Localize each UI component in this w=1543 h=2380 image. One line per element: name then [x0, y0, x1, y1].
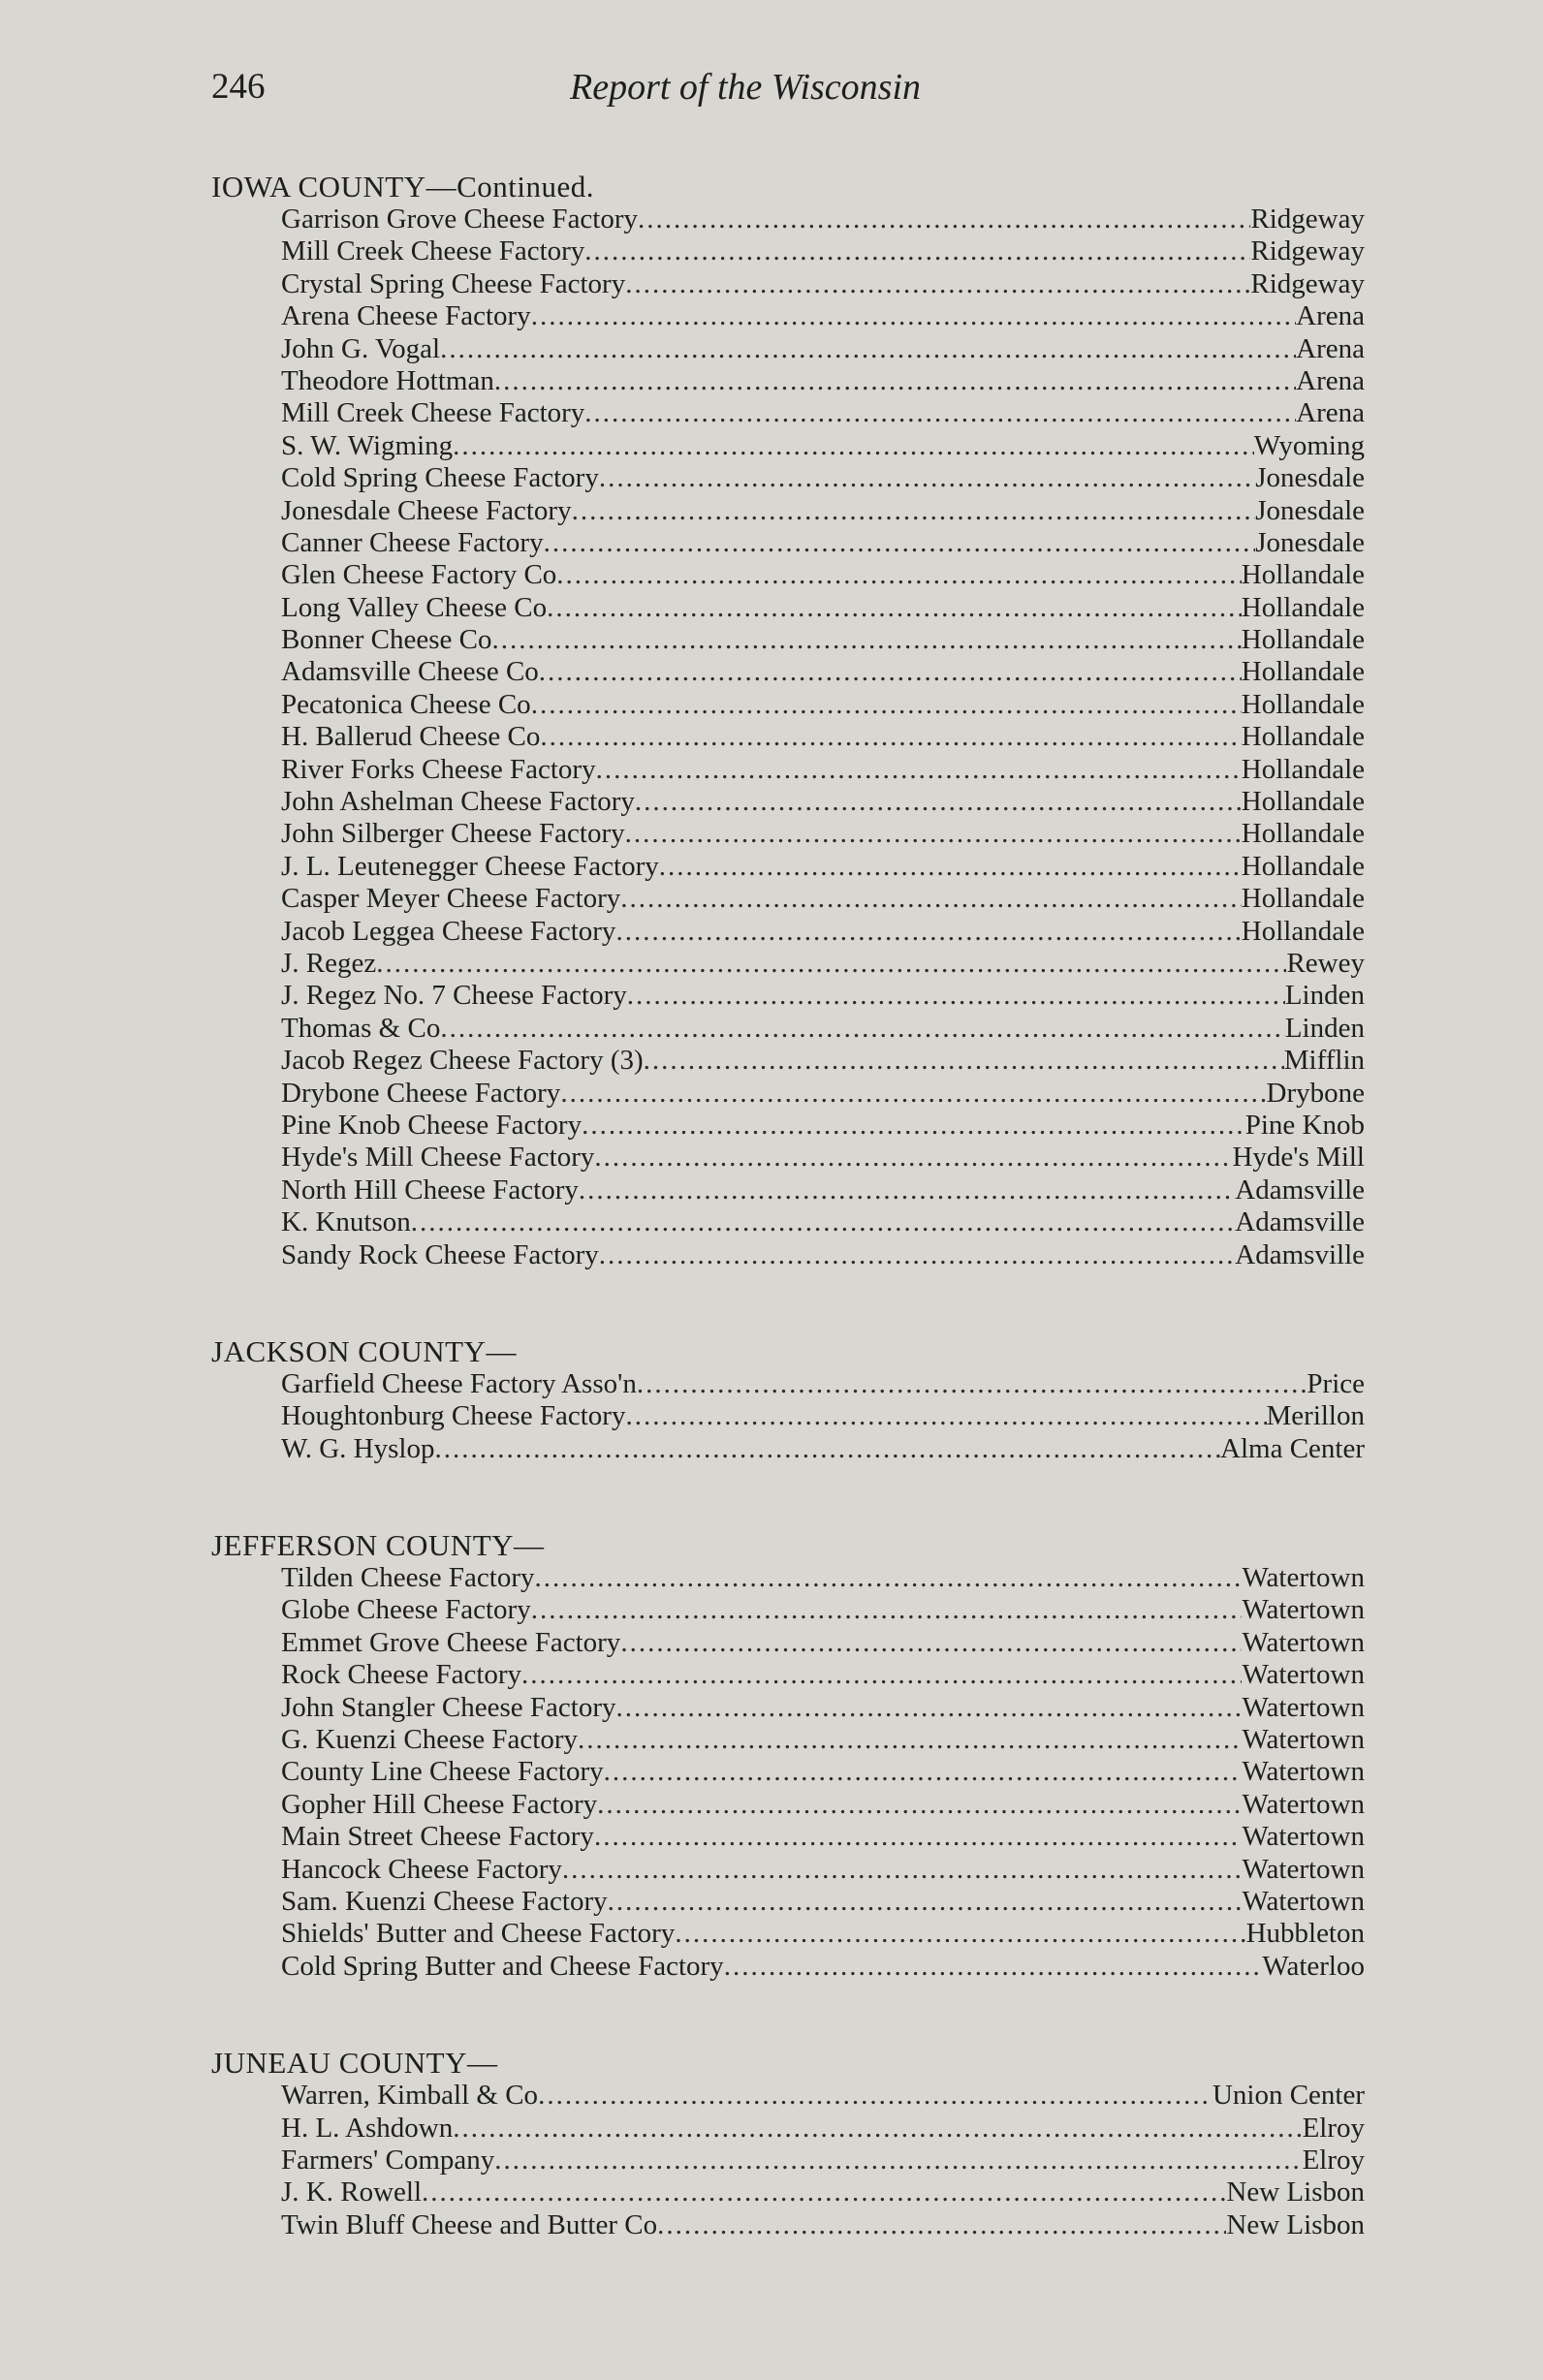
factory-location: Linden	[1284, 1012, 1365, 1044]
dot-leader	[724, 1951, 1263, 1983]
factory-name: Cold Spring Cheese Factory	[281, 462, 599, 494]
list-item	[281, 2145, 1365, 2176]
factory-location: Waterloo	[1262, 1950, 1365, 1982]
factory-name: North Hill Cheese Factory	[281, 1174, 579, 1206]
factory-name: J. K. Rowell	[281, 2176, 422, 2208]
county-heading: JEFFERSON COUNTY—	[211, 1528, 545, 1563]
factory-location: Price	[1307, 1367, 1365, 1399]
factory-name: Hancock Cheese Factory	[281, 1853, 562, 1885]
factory-name: County Line Cheese Factory	[281, 1756, 604, 1788]
dot-leader	[604, 1756, 1243, 1788]
dot-leader	[531, 300, 1296, 332]
dot-leader	[560, 1078, 1266, 1110]
factory-list	[281, 204, 1365, 1271]
dot-leader	[582, 1110, 1245, 1142]
factory-location: Adamsville	[1235, 1206, 1365, 1238]
factory-name: J. L. Leutenegger Cheese Factory	[281, 850, 659, 882]
list-item	[281, 916, 1365, 948]
list-item	[281, 1400, 1365, 1432]
factory-location: Alma Center	[1220, 1432, 1365, 1464]
factory-location: Watertown	[1242, 1626, 1365, 1658]
list-item	[281, 1174, 1365, 1206]
factory-name: John Ashelman Cheese Factory	[281, 786, 635, 818]
factory-name: Theodore Hottman	[281, 364, 494, 396]
dot-leader	[521, 1659, 1242, 1691]
factory-location: Rewey	[1286, 947, 1365, 979]
factory-location: Arena	[1296, 300, 1365, 332]
dot-leader	[659, 851, 1242, 883]
list-item	[281, 818, 1365, 850]
list-item	[281, 624, 1365, 656]
factory-name: Garfield Cheese Factory Asso'n	[281, 1367, 637, 1399]
list-item	[281, 851, 1365, 883]
factory-location: Pine Knob	[1244, 1109, 1365, 1141]
factory-name: Adamsville Cheese Co	[281, 656, 539, 688]
factory-location: Drybone	[1266, 1077, 1365, 1109]
factory-name: Crystal Spring Cheese Factory	[281, 267, 626, 299]
factory-name: W. G. Hyslop	[281, 1432, 435, 1464]
list-item	[281, 430, 1365, 462]
factory-location: Arena	[1296, 397, 1365, 429]
factory-name: S. W. Wigming	[281, 429, 454, 461]
factory-location: Watertown	[1242, 1853, 1365, 1885]
list-item	[281, 300, 1365, 332]
dot-leader	[572, 495, 1256, 527]
list-item	[281, 786, 1365, 818]
factory-name: Gopher Hill Cheese Factory	[281, 1788, 598, 1820]
factory-name: Pine Knob Cheese Factory	[281, 1109, 583, 1141]
factory-location: Adamsville	[1235, 1238, 1365, 1270]
dot-leader	[376, 948, 1286, 980]
factory-name: Canner Cheese Factory	[281, 526, 544, 558]
dot-leader	[594, 1142, 1232, 1174]
running-title: Report of the Wisconsin	[570, 67, 922, 108]
list-item	[281, 592, 1365, 624]
county-heading: IOWA COUNTY—Continued.	[211, 170, 595, 204]
factory-location: Hollandale	[1241, 850, 1365, 882]
factory-name: H. L. Ashdown	[281, 2112, 454, 2144]
dot-leader	[597, 1789, 1242, 1821]
list-item	[281, 1206, 1365, 1238]
factory-location: Hollandale	[1241, 915, 1365, 947]
list-item	[281, 1724, 1365, 1756]
factory-name: Casper Meyer Cheese Factory	[281, 883, 621, 915]
factory-name: John Silberger Cheese Factory	[281, 818, 625, 850]
dot-leader	[637, 1368, 1307, 1400]
county-section	[211, 1529, 1365, 1983]
factory-location: Watertown	[1242, 1659, 1365, 1691]
list-item	[281, 1078, 1365, 1110]
dot-leader	[556, 559, 1241, 591]
dot-leader	[644, 1045, 1284, 1077]
list-item	[281, 1594, 1365, 1626]
dot-leader	[620, 883, 1241, 915]
dot-leader	[539, 656, 1242, 688]
dot-leader	[596, 754, 1242, 786]
dot-leader	[547, 592, 1242, 624]
factory-location: Elroy	[1302, 2112, 1365, 2144]
list-item	[281, 333, 1365, 365]
list-item	[281, 980, 1365, 1012]
factory-location: Mifflin	[1283, 1045, 1365, 1077]
dot-leader	[657, 2209, 1226, 2241]
factory-location: Ridgeway	[1250, 235, 1365, 267]
factory-location: Watertown	[1242, 1691, 1365, 1723]
dot-leader	[638, 204, 1250, 235]
county-section	[211, 2047, 1365, 2241]
dot-leader	[544, 527, 1256, 559]
dot-leader	[599, 462, 1255, 494]
dot-leader	[494, 2145, 1302, 2176]
dot-leader	[531, 1594, 1243, 1626]
dot-leader	[625, 1400, 1266, 1432]
factory-name: Jacob Leggea Cheese Factory	[281, 915, 616, 947]
factory-location: Elroy	[1302, 2144, 1365, 2176]
factory-name: Sandy Rock Cheese Factory	[281, 1238, 599, 1270]
factory-name: Farmers' Company	[281, 2144, 495, 2176]
factory-location: Adamsville	[1235, 1174, 1365, 1206]
factory-location: Jonesdale	[1255, 526, 1365, 558]
factory-list	[281, 2080, 1365, 2241]
factory-name: Tilden Cheese Factory	[281, 1562, 535, 1594]
list-item	[281, 721, 1365, 753]
factory-location: Linden	[1284, 980, 1365, 1012]
list-item	[281, 365, 1365, 397]
factory-location: Watertown	[1242, 1821, 1365, 1853]
county-heading: JUNEAU COUNTY—	[211, 2046, 498, 2081]
factory-name: Long Valley Cheese Co	[281, 591, 548, 623]
factory-location: Ridgeway	[1250, 204, 1365, 235]
county-heading: JACKSON COUNTY—	[211, 1333, 517, 1368]
dot-leader	[578, 1724, 1242, 1756]
factory-name: Garrison Grove Cheese Factory	[281, 204, 639, 235]
factory-name: J. Regez	[281, 947, 377, 979]
factory-location: Watertown	[1242, 1724, 1365, 1756]
dot-leader	[635, 786, 1242, 818]
factory-name: Hyde's Mill Cheese Factory	[281, 1142, 595, 1174]
county-section	[211, 1335, 1365, 1465]
factory-name: Bonner Cheese Co	[281, 624, 492, 656]
factory-location: Arena	[1296, 332, 1365, 364]
list-item	[281, 1045, 1365, 1077]
factory-name: Arena Cheese Factory	[281, 300, 531, 332]
list-item	[281, 1756, 1365, 1788]
factory-name: G. Kuenzi Cheese Factory	[281, 1724, 579, 1756]
list-item	[281, 235, 1365, 267]
list-item	[281, 1627, 1365, 1659]
factory-name: Mill Creek Cheese Factory	[281, 397, 585, 429]
dot-leader	[411, 1206, 1236, 1238]
factory-location: Hollandale	[1241, 721, 1365, 753]
list-item	[281, 689, 1365, 721]
dot-leader	[491, 624, 1241, 656]
factory-location: Hubbleton	[1245, 1918, 1365, 1950]
factory-location: Hollandale	[1241, 786, 1365, 818]
factory-location: Hollandale	[1241, 591, 1365, 623]
dot-leader	[625, 268, 1250, 300]
factory-location: Ridgeway	[1250, 267, 1365, 299]
factory-location: Hollandale	[1241, 688, 1365, 720]
factory-location: Arena	[1296, 364, 1365, 396]
factory-location: New Lisbon	[1226, 2176, 1365, 2208]
dot-leader	[584, 235, 1250, 267]
factory-name: Glen Cheese Factory Co	[281, 559, 557, 591]
factory-name: Warren, Kimball & Co	[281, 2080, 539, 2112]
dot-leader	[535, 1562, 1243, 1594]
factory-name: John G. Vogal	[281, 332, 441, 364]
factory-name: Emmet Grove Cheese Factory	[281, 1626, 621, 1658]
county-section	[211, 171, 1365, 1271]
dot-leader	[538, 2080, 1212, 2112]
list-item	[281, 656, 1365, 688]
factory-location: Hollandale	[1241, 559, 1365, 591]
list-item	[281, 1110, 1365, 1142]
dot-leader	[594, 1821, 1243, 1853]
list-item	[281, 462, 1365, 494]
dot-leader	[440, 333, 1296, 365]
dot-leader	[620, 1627, 1242, 1659]
factory-location: Hollandale	[1241, 883, 1365, 915]
county-listing	[211, 171, 1365, 2305]
factory-location: Watertown	[1242, 1594, 1365, 1626]
page-number: 246	[211, 67, 266, 107]
list-item	[281, 1013, 1365, 1045]
factory-location: Hollandale	[1241, 753, 1365, 785]
factory-name: J. Regez No. 7 Cheese Factory	[281, 980, 627, 1012]
factory-name: K. Knutson	[281, 1206, 411, 1238]
list-item	[281, 948, 1365, 980]
factory-name: Drybone Cheese Factory	[281, 1077, 561, 1109]
list-item	[281, 397, 1365, 429]
factory-name: Mill Creek Cheese Factory	[281, 235, 585, 267]
dot-leader	[494, 365, 1296, 397]
factory-name: H. Ballerud Cheese Co	[281, 721, 541, 753]
factory-name: Sam. Kuenzi Cheese Factory	[281, 1885, 608, 1917]
list-item	[281, 1821, 1365, 1853]
list-item	[281, 1918, 1365, 1950]
list-item	[281, 268, 1365, 300]
factory-name: Jonesdale Cheese Factory	[281, 494, 572, 526]
factory-location: Hollandale	[1241, 624, 1365, 656]
page-header	[211, 66, 1365, 124]
dot-leader	[599, 1239, 1236, 1271]
list-item	[281, 1789, 1365, 1821]
list-item	[281, 1951, 1365, 1983]
list-item	[281, 1368, 1365, 1400]
factory-name: Main Street Cheese Factory	[281, 1821, 594, 1853]
factory-location: Hollandale	[1241, 818, 1365, 850]
factory-list	[281, 1562, 1365, 1983]
factory-location: Jonesdale	[1255, 462, 1365, 494]
list-item	[281, 1692, 1365, 1724]
list-item	[281, 1239, 1365, 1271]
factory-name: Rock Cheese Factory	[281, 1659, 522, 1691]
list-item	[281, 1886, 1365, 1918]
factory-location: Merillon	[1266, 1400, 1365, 1432]
factory-name: River Forks Cheese Factory	[281, 753, 596, 785]
list-item	[281, 883, 1365, 915]
factory-name: Pecatonica Cheese Co	[281, 688, 531, 720]
dot-leader	[440, 1013, 1285, 1045]
list-item	[281, 1854, 1365, 1886]
factory-name: Jacob Regez Cheese Factory (3)	[281, 1045, 644, 1077]
dot-leader	[615, 916, 1241, 948]
dot-leader	[562, 1854, 1243, 1886]
list-item	[281, 2209, 1365, 2241]
list-item	[281, 495, 1365, 527]
factory-location: Jonesdale	[1255, 494, 1365, 526]
factory-location: Hyde's Mill	[1232, 1142, 1365, 1174]
dot-leader	[625, 818, 1242, 850]
list-item	[281, 754, 1365, 786]
dot-leader	[531, 689, 1242, 721]
factory-location: Watertown	[1242, 1756, 1365, 1788]
dot-leader	[675, 1918, 1245, 1950]
list-item	[281, 1433, 1365, 1465]
dot-leader	[453, 2113, 1302, 2145]
factory-location: Watertown	[1242, 1788, 1365, 1820]
factory-location: Hollandale	[1241, 656, 1365, 688]
list-item	[281, 204, 1365, 235]
factory-name: Shields' Butter and Cheese Factory	[281, 1918, 676, 1950]
list-item	[281, 1659, 1365, 1691]
list-item	[281, 559, 1365, 591]
dot-leader	[627, 980, 1285, 1012]
factory-name: Cold Spring Butter and Cheese Factory	[281, 1950, 724, 1982]
dot-leader	[453, 430, 1254, 462]
list-item	[281, 2113, 1365, 2145]
list-item	[281, 1142, 1365, 1174]
list-item	[281, 2176, 1365, 2208]
factory-name: John Stangler Cheese Factory	[281, 1691, 616, 1723]
factory-location: New Lisbon	[1226, 2208, 1365, 2240]
factory-name: Twin Bluff Cheese and Butter Co	[281, 2208, 658, 2240]
factory-location: Watertown	[1242, 1562, 1365, 1594]
dot-leader	[608, 1886, 1243, 1918]
dot-leader	[540, 721, 1241, 753]
factory-list	[281, 1368, 1365, 1465]
dot-leader	[579, 1174, 1235, 1206]
factory-location: Watertown	[1242, 1885, 1365, 1917]
dot-leader	[434, 1433, 1220, 1465]
factory-name: Thomas & Co	[281, 1012, 441, 1044]
factory-location: Union Center	[1212, 2080, 1365, 2112]
dot-leader	[584, 397, 1296, 429]
dot-leader	[616, 1692, 1243, 1724]
factory-name: Houghtonburg Cheese Factory	[281, 1400, 626, 1432]
factory-location: Wyoming	[1253, 429, 1365, 461]
factory-name: Globe Cheese Factory	[281, 1594, 531, 1626]
list-item	[281, 527, 1365, 559]
list-item	[281, 2080, 1365, 2112]
list-item	[281, 1562, 1365, 1594]
dot-leader	[422, 2176, 1226, 2208]
